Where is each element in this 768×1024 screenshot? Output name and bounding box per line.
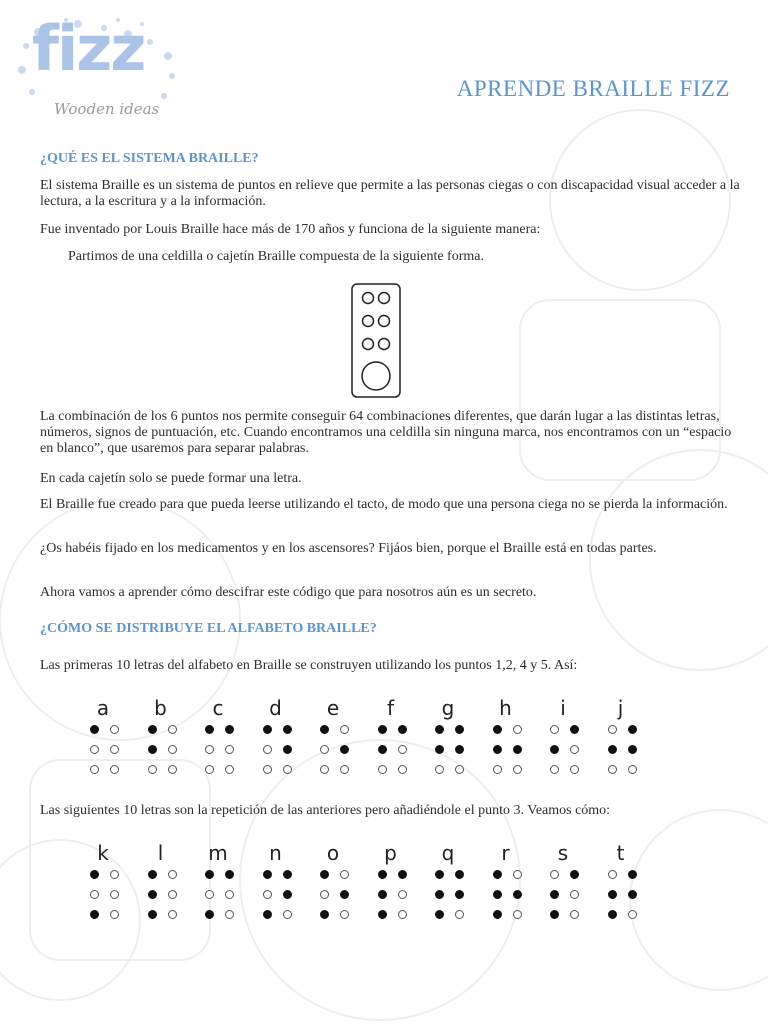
braille-dot bbox=[513, 870, 522, 879]
braille-dot bbox=[628, 725, 637, 734]
braille-dot bbox=[570, 765, 579, 774]
braille-dot bbox=[320, 890, 329, 899]
braille-dot bbox=[398, 765, 407, 774]
braille-dot bbox=[168, 890, 177, 899]
braille-cell-q bbox=[429, 870, 469, 926]
braille-dot bbox=[513, 910, 522, 919]
braille-cell-g bbox=[429, 725, 469, 781]
braille-dot bbox=[550, 890, 559, 899]
braille-dot bbox=[263, 870, 272, 879]
braille-dot bbox=[90, 725, 99, 734]
braille-letter-n: n bbox=[269, 841, 282, 865]
braille-dot bbox=[378, 890, 387, 899]
braille-dot bbox=[205, 725, 214, 734]
paragraph-next-ten: Las siguientes 10 letras son la repetición de las anteriores pero añadiéndole el punto 3. Veamos cómo: bbox=[40, 803, 611, 818]
braille-dot bbox=[110, 725, 119, 734]
braille-dot bbox=[340, 765, 349, 774]
braille-dot bbox=[570, 745, 579, 754]
braille-cell-e bbox=[314, 725, 354, 781]
braille-dot bbox=[148, 910, 157, 919]
braille-dot bbox=[398, 745, 407, 754]
braille-dot bbox=[340, 910, 349, 919]
braille-dot bbox=[263, 910, 272, 919]
braille-dot bbox=[110, 765, 119, 774]
braille-dot bbox=[493, 870, 502, 879]
paragraph-first-ten: Las primeras 10 letras del alfabeto en Braille se construyen utilizando los puntos 1,2, 4 y 5. Así: bbox=[40, 658, 578, 673]
braille-dot bbox=[608, 765, 617, 774]
braille-dot bbox=[435, 765, 444, 774]
braille-dot bbox=[570, 890, 579, 899]
section-heading-alphabet: ¿CÓMO SE DISTRIBUYE EL ALFABETO BRAILLE? bbox=[40, 621, 377, 636]
braille-dot bbox=[168, 870, 177, 879]
paragraph-definition: El sistema Braille es un sistema de puntos en relieve que permite a las personas ciegas o con discapacidad visual acceder a la lectura, a la escritura y a la información. bbox=[40, 178, 740, 209]
paragraph-cell-intro: Partimos de una celdilla o cajetín Braille compuesta de la siguiente forma. bbox=[68, 249, 484, 264]
braille-letter-p: p bbox=[384, 841, 397, 865]
braille-dot bbox=[90, 910, 99, 919]
braille-cell-k bbox=[84, 870, 124, 926]
paragraph-touch: El Braille fue creado para que pueda leerse utilizando el tacto, de modo que una persona ciega no se pierda la información. bbox=[40, 497, 728, 512]
braille-cell-p bbox=[372, 870, 412, 926]
braille-cell-c bbox=[199, 725, 239, 781]
paragraph-inventor: Fue inventado por Louis Braille hace más de 170 años y funciona de la siguiente manera: bbox=[40, 222, 541, 237]
braille-dot bbox=[283, 890, 292, 899]
braille-letter-q: q bbox=[441, 841, 455, 865]
braille-cell-t bbox=[602, 870, 642, 926]
braille-dot bbox=[628, 745, 637, 754]
braille-letter-j: j bbox=[617, 696, 624, 720]
braille-dot bbox=[340, 890, 349, 899]
braille-dot bbox=[205, 765, 214, 774]
braille-dot bbox=[435, 725, 444, 734]
page-title: APRENDE BRAILLE FIZZ bbox=[456, 76, 730, 101]
braille-letter-m: m bbox=[208, 841, 228, 865]
braille-dot bbox=[378, 870, 387, 879]
braille-letter-b: b bbox=[154, 696, 167, 720]
braille-cell-b bbox=[142, 725, 182, 781]
braille-dot bbox=[455, 765, 464, 774]
braille-dot bbox=[435, 910, 444, 919]
braille-dot bbox=[205, 890, 214, 899]
braille-dot bbox=[148, 890, 157, 899]
braille-letter-c: c bbox=[212, 696, 224, 720]
braille-dot bbox=[570, 725, 579, 734]
braille-dot bbox=[550, 745, 559, 754]
braille-dot bbox=[398, 910, 407, 919]
braille-dot bbox=[493, 765, 502, 774]
braille-dot bbox=[550, 725, 559, 734]
braille-letter-d: d bbox=[269, 696, 282, 720]
braille-dot bbox=[168, 910, 177, 919]
section-heading-what-is-braille: ¿QUÉ ES EL SISTEMA BRAILLE? bbox=[40, 151, 259, 166]
braille-alphabet-row-k-t bbox=[84, 842, 654, 926]
paragraph-combinations: La combinación de los 6 puntos nos permite conseguir 64 combinaciones diferentes, que darán lugar a las distintas letras, números, signos de puntuación, etc. Cuando encontramos una celdilla sin ninguna marca, nos encontramos con un “espacio en blanco”, que usaremos para separar palabras. bbox=[40, 409, 732, 456]
braille-letter-k: k bbox=[97, 841, 109, 865]
braille-dot bbox=[570, 910, 579, 919]
braille-letter-f: f bbox=[386, 696, 395, 720]
braille-dot bbox=[225, 870, 234, 879]
braille-alphabet-row-a-j bbox=[84, 697, 654, 781]
braille-dot bbox=[378, 910, 387, 919]
braille-letter-e: e bbox=[326, 696, 340, 720]
braille-dot bbox=[455, 725, 464, 734]
braille-dot bbox=[225, 725, 234, 734]
braille-letter-s: s bbox=[557, 841, 569, 865]
braille-dot bbox=[320, 725, 329, 734]
braille-dot bbox=[90, 765, 99, 774]
braille-dot bbox=[90, 870, 99, 879]
braille-letter-h: h bbox=[499, 696, 512, 720]
braille-letter-o: o bbox=[326, 841, 340, 865]
braille-dot bbox=[205, 870, 214, 879]
braille-dot bbox=[148, 745, 157, 754]
braille-dot bbox=[225, 745, 234, 754]
braille-cell-j bbox=[602, 725, 642, 781]
braille-dot bbox=[110, 745, 119, 754]
braille-dot bbox=[283, 870, 292, 879]
braille-dot bbox=[608, 745, 617, 754]
braille-dot bbox=[608, 890, 617, 899]
braille-dot bbox=[205, 745, 214, 754]
braille-dot bbox=[608, 725, 617, 734]
braille-dot bbox=[378, 725, 387, 734]
braille-dot bbox=[168, 765, 177, 774]
braille-dot bbox=[435, 890, 444, 899]
braille-dot bbox=[378, 745, 387, 754]
braille-cell-r bbox=[487, 870, 527, 926]
braille-cell-f bbox=[372, 725, 412, 781]
braille-dot bbox=[493, 910, 502, 919]
braille-dot bbox=[513, 765, 522, 774]
braille-letter-a: a bbox=[96, 696, 110, 720]
braille-dot bbox=[90, 745, 99, 754]
braille-dot bbox=[90, 890, 99, 899]
paragraph-everywhere: ¿Os habéis fijado en los medicamentos y en los ascensores? Fijáos bien, porque el Braille está en todas partes. bbox=[40, 541, 657, 556]
braille-cell-d bbox=[257, 725, 297, 781]
braille-cell-l bbox=[142, 870, 182, 926]
braille-dot bbox=[455, 745, 464, 754]
braille-dot bbox=[263, 890, 272, 899]
braille-dot bbox=[513, 725, 522, 734]
braille-dot bbox=[168, 725, 177, 734]
braille-dot bbox=[435, 745, 444, 754]
braille-dot bbox=[148, 725, 157, 734]
braille-dot bbox=[378, 765, 387, 774]
braille-cell-m bbox=[199, 870, 239, 926]
braille-dot bbox=[110, 910, 119, 919]
paragraph-secret: Ahora vamos a aprender cómo descifrar este código que para nosotros aún es un secreto. bbox=[40, 585, 537, 600]
braille-dot bbox=[455, 890, 464, 899]
braille-dot bbox=[148, 870, 157, 879]
braille-dot bbox=[168, 745, 177, 754]
paragraph-one-letter: En cada cajetín solo se puede formar una letra. bbox=[40, 471, 302, 486]
braille-dot bbox=[283, 765, 292, 774]
braille-cell-n bbox=[257, 870, 297, 926]
braille-dot bbox=[320, 745, 329, 754]
braille-dot bbox=[283, 745, 292, 754]
braille-cell-a bbox=[84, 725, 124, 781]
braille-dot bbox=[550, 870, 559, 879]
braille-dot bbox=[398, 890, 407, 899]
braille-dot bbox=[225, 890, 234, 899]
braille-cell-i bbox=[544, 725, 584, 781]
braille-letter-i: i bbox=[560, 696, 566, 720]
braille-dot bbox=[455, 910, 464, 919]
braille-dot bbox=[283, 725, 292, 734]
fizz-logo bbox=[18, 12, 178, 128]
braille-dot bbox=[110, 870, 119, 879]
braille-dot bbox=[493, 745, 502, 754]
braille-dot bbox=[513, 745, 522, 754]
braille-dot bbox=[263, 725, 272, 734]
braille-dot bbox=[628, 870, 637, 879]
braille-dot bbox=[340, 745, 349, 754]
logo-wordmark: fizz bbox=[32, 12, 145, 85]
braille-dot bbox=[283, 910, 292, 919]
braille-dot bbox=[435, 870, 444, 879]
braille-dot bbox=[320, 910, 329, 919]
logo-tagline: Wooden ideas bbox=[54, 100, 160, 118]
braille-dot bbox=[148, 765, 157, 774]
braille-cell-s bbox=[544, 870, 584, 926]
braille-letter-l: l bbox=[157, 841, 164, 865]
braille-cell-o bbox=[314, 870, 354, 926]
braille-dot bbox=[225, 765, 234, 774]
braille-dot bbox=[570, 870, 579, 879]
braille-dot bbox=[493, 890, 502, 899]
braille-dot bbox=[263, 765, 272, 774]
braille-dot bbox=[628, 890, 637, 899]
braille-dot bbox=[493, 725, 502, 734]
braille-dot bbox=[263, 745, 272, 754]
braille-dot bbox=[398, 725, 407, 734]
braille-dot bbox=[320, 765, 329, 774]
braille-letter-g: g bbox=[441, 696, 455, 720]
braille-dot bbox=[110, 890, 119, 899]
braille-dot bbox=[628, 910, 637, 919]
braille-dot bbox=[550, 910, 559, 919]
braille-dot bbox=[550, 765, 559, 774]
braille-dot bbox=[398, 870, 407, 879]
braille-letter-t: t bbox=[616, 841, 625, 865]
braille-dot bbox=[608, 870, 617, 879]
braille-dot bbox=[225, 910, 234, 919]
braille-dot bbox=[340, 870, 349, 879]
braille-dot bbox=[205, 910, 214, 919]
braille-cell-diagram bbox=[351, 283, 401, 399]
braille-cell-h bbox=[487, 725, 527, 781]
braille-dot bbox=[320, 870, 329, 879]
braille-dot bbox=[340, 725, 349, 734]
braille-dot bbox=[455, 870, 464, 879]
braille-letter-r: r bbox=[501, 841, 510, 865]
braille-dot bbox=[628, 765, 637, 774]
braille-dot bbox=[513, 890, 522, 899]
braille-dot bbox=[608, 910, 617, 919]
